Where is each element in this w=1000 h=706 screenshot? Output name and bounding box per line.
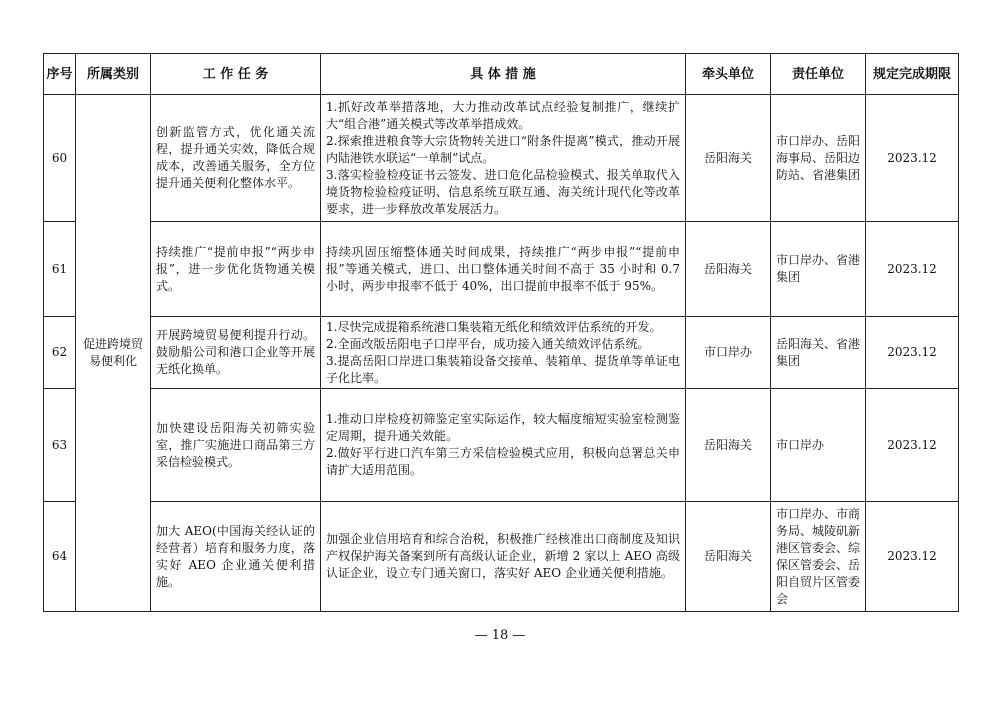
measures-cell: [321, 95, 686, 222]
measure-item: 1.抓好改革举措落地，大力推动改革试点经验复制推广，继续扩大“组合港”通关模式等改革举措成效。: [326, 99, 680, 131]
table-row: [44, 222, 959, 317]
header-lead-unit: 牵头单位: [686, 54, 771, 95]
measures-cell: [321, 389, 686, 502]
responsible-unit-cell: 市口岸办、岳阳海事局、岳阳边防站、省港集团: [771, 95, 866, 222]
task-cell: 加快建设岳阳海关初筛实验室，推广实施进口商品第三方采信检验模式。: [151, 389, 321, 502]
measure-item: 1.尽快完成提箱系统港口集装箱无纸化和绩效评估系统的开发。: [326, 319, 662, 334]
measure-item: 2.全面改版岳阳电子口岸平台，成功接入通关绩效评估系统。: [326, 336, 650, 351]
row-number: 61: [44, 222, 76, 317]
responsible-unit-cell: 市口岸办、省港集团: [771, 222, 866, 317]
responsible-unit-cell: 岳阳海关、省港集团: [771, 317, 866, 389]
table-row: [44, 502, 959, 612]
row-number: 60: [44, 95, 76, 222]
measure-item: 3.落实检验检疫证书云签发、进口危化品检验模式、报关单取代入境货物检验检疫证明、信息系统互联互通、海关统计现代化等改革要求，进一步释放改革发展活力。: [326, 167, 680, 216]
deadline-cell: 2023.12: [866, 95, 959, 222]
lead-unit-cell: 岳阳海关: [686, 502, 771, 612]
measures-cell: [321, 317, 686, 389]
task-cell: 开展跨境贸易便利提升行动。鼓励船公司和港口企业等开展无纸化换单。: [151, 317, 321, 389]
deadline-cell: 2023.12: [866, 317, 959, 389]
task-cell: 加大 AEO(中国海关经认证的经营者）培育和服务力度，落实好 AEO 企业通关便利措施。: [151, 502, 321, 612]
lead-unit-cell: 市口岸办: [686, 317, 771, 389]
header-measures: 具 体 措 施: [321, 54, 686, 95]
measure-item: 2.探索推进粮食等大宗货物转关进口“附条件提离”模式，推动开展内陆港铁水联运“一单制”试点。: [326, 133, 680, 165]
deadline-cell: 2023.12: [866, 502, 959, 612]
measure-item: 加强企业信用培育和综合治税，积极推广经核准出口商制度及知识产权保护海关备案到所有高级认证企业，新增 2 家以上 AEO 高级认证企业，设立专门通关窗口，落实好 AEO 企业通关便利措施。: [326, 532, 680, 580]
header-num: 序号: [44, 54, 76, 95]
measure-item: 3.提高岳阳口岸进口集装箱设备交接单、装箱单、提货单等单证电子化比率。: [326, 353, 680, 385]
header-deadline: 规定完成期限: [866, 54, 959, 95]
task-cell: 创新监管方式，优化通关流程，提升通关实效，降低合规成本，改善通关服务，全方位提升通关便利化整体水平。: [151, 95, 321, 222]
row-number: 63: [44, 389, 76, 502]
header-task: 工 作 任 务: [151, 54, 321, 95]
lead-unit-cell: 岳阳海关: [686, 389, 771, 502]
measure-item: 2.做好平行进口汽车第三方采信检验模式应用，积极向总署总关申请扩大适用范围。: [326, 446, 680, 477]
lead-unit-cell: 岳阳海关: [686, 222, 771, 317]
responsible-unit-cell: 市口岸办: [771, 389, 866, 502]
task-cell: 持续推广“提前申报”“两步申报”，进一步优化货物通关模式。: [151, 222, 321, 317]
measure-item: 持续巩固压缩整体通关时间成果，持续推广“两步申报”“提前申报”等通关模式，进口、出口整体通关时间不高于 35 小时和 0.7 小时，两步申报率不低于 40%，出口提前申报率不低于 95%。: [326, 244, 680, 293]
header-row: [44, 54, 959, 95]
measures-cell: [321, 222, 686, 317]
page-number: — 18 —: [474, 628, 526, 643]
measure-item: 1.推动口岸检疫初筛鉴定室实际运作，较大幅度缩短实验室检测鉴定周期，提升通关效能。: [326, 412, 680, 443]
task-table: [43, 53, 959, 612]
table-row: [44, 95, 959, 222]
header-category: 所属类别: [76, 54, 151, 95]
responsible-unit-cell: 市口岸办、市商务局、城陵矶新港区管委会、综保区管委会、岳阳自贸片区管委会: [771, 502, 866, 612]
lead-unit-cell: 岳阳海关: [686, 95, 771, 222]
table-row: [44, 317, 959, 389]
row-number: 64: [44, 502, 76, 612]
measures-cell: [321, 502, 686, 612]
deadline-cell: 2023.12: [866, 389, 959, 502]
row-number: 62: [44, 317, 76, 389]
deadline-cell: 2023.12: [866, 222, 959, 317]
category-cell: 促进跨境贸易便利化: [76, 95, 151, 612]
table-row: [44, 389, 959, 502]
header-responsible-unit: 责任单位: [771, 54, 866, 95]
